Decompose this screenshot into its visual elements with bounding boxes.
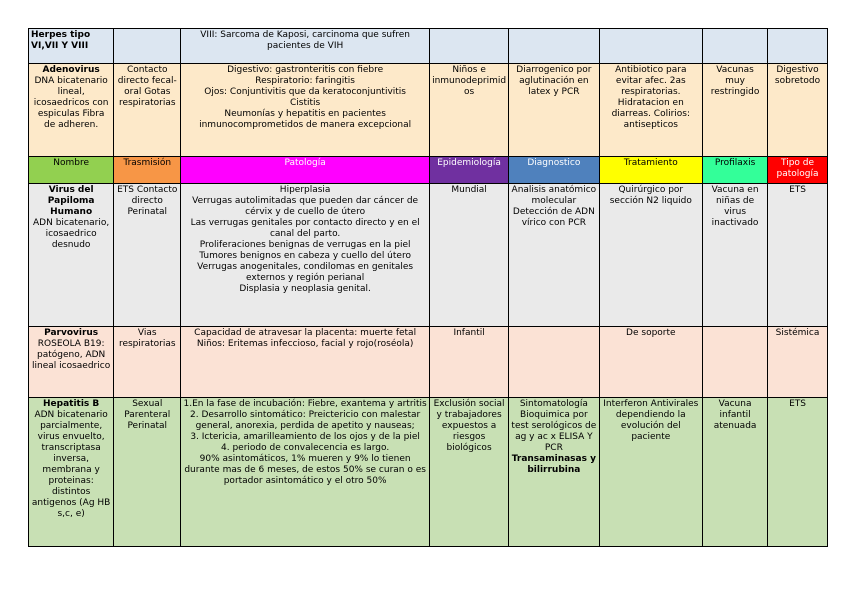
header-profilaxis: Profilaxis (703, 157, 768, 184)
parvo-pathology-line: Capacidad de atravesar la placenta: muerte fetal (194, 328, 417, 338)
cell-hepb-type (768, 398, 828, 547)
cell-vph-treatment (599, 184, 703, 327)
cell-vph-name (29, 184, 114, 327)
cell-adeno-type (768, 64, 828, 157)
cell-parvo-pathology (181, 327, 430, 398)
hepb-diagnosis: Sintomatología Bioquimica por test serológicos de ag y ac x ELISA Y PCR (511, 399, 597, 453)
row-adenovirus (29, 64, 828, 157)
cell-vph-pathology (181, 184, 430, 327)
header-transmision: Trasmisión (114, 157, 181, 184)
hepb-pathology-line: 2. Desarrollo sintomático: Preictericio con malestar general, anorexia, perdida de apetito y nauseas; (190, 410, 421, 431)
vph-pathology-line: Hiperplasia (279, 185, 331, 195)
row-herpes (29, 29, 828, 64)
cell-adeno-name (29, 64, 114, 157)
adeno-type: Digestivo sobretodo (774, 65, 821, 86)
hepb-pathology-line: 4. periodo de convalecencia es largo. (221, 443, 390, 453)
cell-hepb-pathology (181, 398, 430, 547)
hepb-pathology-line: 90% asintomáticos, 1% mueren y 9% lo tienen durante mas de 6 meses, de estos 50% se curan o es portador asintomático y el otro 50% (184, 454, 426, 486)
cell-vph-prophylaxis (703, 184, 768, 327)
adeno-treatment: Antibiotico para evitar afec. 2as respiratorias. Hidratacion en diarreas. Colirios: antisepticos (611, 65, 691, 130)
cell-adeno-prophylaxis (703, 64, 768, 157)
parvo-desc: ROSEOLA B19: patógeno, ADN lineal icosaedrico (32, 339, 111, 371)
cell-hepb-prophylaxis (703, 398, 768, 547)
cell-adeno-treatment (599, 64, 703, 157)
cell-hepb-transmission (114, 398, 181, 547)
adeno-pathology-line: Ojos: Conjuntivitis que da keratoconjuntivitis (204, 87, 406, 97)
cell-hepb-treatment (599, 398, 703, 547)
vph-treatment: Quirúrgico por sección N2 liquido (609, 185, 692, 206)
adeno-name: Adenovirus (42, 65, 100, 75)
parvo-epidemiology: Infantil (453, 328, 485, 338)
vph-desc: ADN bicatenario, icosaedrico desnudo (33, 218, 110, 250)
header-nombre: Nombre (29, 157, 114, 184)
herpes-name: Herpes tipo VI,VII Y VIII (31, 30, 91, 51)
vph-prophylaxis: Vacuna en niñas de virus inactivado (711, 185, 759, 228)
cell-parvo-diagnosis (509, 327, 599, 398)
hepb-diagnosis-bold: Transaminasas y bilirrubina (511, 454, 596, 475)
row-vph (29, 184, 828, 327)
cell-adeno-pathology (181, 64, 430, 157)
adeno-diagnosis: Diarrogenico por aglutinación en latex y PCR (516, 65, 592, 97)
hepb-treatment: Interferon Antivirales dependiendo la evolución del paciente (603, 399, 699, 442)
hepb-name: Hepatitis B (42, 399, 100, 409)
cell-parvo-epidemiology (430, 327, 509, 398)
cell-herpes-diagnosis (509, 29, 599, 64)
vph-name: Virus del Papiloma Humano (47, 185, 95, 217)
parvo-name: Parvovirus (44, 328, 99, 338)
vph-pathology-line: Verrugas anogenitales, condilomas en genitales externos y región perianal (197, 262, 414, 283)
header-tipo-patologia: Tipo de patología (768, 157, 828, 184)
cell-parvo-prophylaxis (703, 327, 768, 398)
hepb-type: ETS (789, 399, 806, 409)
header-epidemiologia: Epidemiología (430, 157, 509, 184)
cell-herpes-type (768, 29, 828, 64)
hepb-desc: ADN bicatenario parcialmente, virus envuelto, transcriptasa inversa, membrana y proteinas: distintos antigenos (Ag HB s,c, e) (31, 410, 111, 519)
header-patologia: Patología (181, 157, 430, 184)
adeno-prophylaxis: Vacunas muy restringido (710, 65, 760, 97)
vph-pathology-line: Displasia y neoplasia genital. (239, 284, 371, 294)
vph-pathology-line: Tumores benignos en cabeza y cuello del útero (199, 251, 411, 261)
row-parvovirus (29, 327, 828, 398)
header-row (29, 157, 828, 184)
adeno-pathology-line: Cistitis (290, 98, 321, 108)
cell-herpes-epidemiology (430, 29, 509, 64)
vph-type: ETS (789, 185, 806, 195)
cell-hepb-diagnosis (509, 398, 599, 547)
herpes-pathology: VIII: Sarcoma de Kaposi, carcinoma que sufren pacientes de VIH (200, 30, 410, 51)
vph-diagnosis: Analisis anatómico molecular Detección de ADN vírico con PCR (511, 185, 597, 228)
header-tratamiento: Tratamiento (599, 157, 703, 184)
parvo-type: Sistémica (775, 328, 820, 338)
cell-vph-type (768, 184, 828, 327)
cell-vph-diagnosis (509, 184, 599, 327)
cell-parvo-type (768, 327, 828, 398)
hepb-pathology-line: 1.En la fase de incubación: Fiebre, exantema y artritis (183, 399, 427, 409)
adeno-epidemiology: Niños e inmunodeprimidos (432, 65, 507, 97)
cell-herpes-prophylaxis (703, 29, 768, 64)
vph-pathology-line: Verrugas autolimitadas que pueden dar cáncer de cérvix y de cuello de útero (192, 196, 419, 217)
hepb-transmission: Sexual Parenteral Perinatal (124, 399, 171, 431)
cell-vph-transmission (114, 184, 181, 327)
cell-herpes-treatment (599, 29, 703, 64)
cell-parvo-transmission (114, 327, 181, 398)
cell-herpes-transmission (114, 29, 181, 64)
vph-pathology-line: Las verrugas genitales por contacto directo y en el canal del parto. (190, 218, 420, 239)
vph-transmission: ETS Contacto directo Perinatal (117, 185, 178, 217)
cell-parvo-name (29, 327, 114, 398)
virus-table (28, 28, 828, 547)
adeno-pathology-line: Neumonías y hepatitis en pacientes inmunocomprometidos de manera excepcional (199, 109, 412, 130)
row-hepatitis-b (29, 398, 828, 547)
cell-parvo-treatment (599, 327, 703, 398)
hepb-pathology-line: 3. Ictericia, amarilleamiento de los ojos y de la piel (190, 432, 420, 442)
vph-epidemiology: Mundial (451, 185, 487, 195)
parvo-pathology-line: Niños: Eritemas infeccioso, facial y rojo(roséola) (196, 339, 414, 349)
cell-hepb-name (29, 398, 114, 547)
parvo-transmission: Vias respiratorias (118, 328, 176, 349)
adeno-desc: DNA bicatenario lineal, icosaedricos con espiculas Fibra de adheren. (33, 76, 109, 130)
adeno-transmission: Contacto directo fecal-oral Gotas respiratorias (117, 65, 177, 108)
cell-adeno-diagnosis (509, 64, 599, 157)
cell-herpes-name (29, 29, 114, 64)
cell-herpes-pathology (181, 29, 430, 64)
adeno-pathology-line: Digestivo: gastronteritis con fiebre (227, 65, 384, 75)
parvo-treatment: De soporte (626, 328, 676, 338)
hepb-prophylaxis: Vacuna infantil atenuada (713, 399, 757, 431)
adeno-pathology-line: Respiratorio: faringitis (255, 76, 355, 86)
virus-table-container (28, 28, 828, 547)
cell-adeno-transmission (114, 64, 181, 157)
cell-adeno-epidemiology (430, 64, 509, 157)
hepb-epidemiology: Exclusión social y trabajadores expuestos a riesgos biológicos (433, 399, 505, 453)
cell-hepb-epidemiology (430, 398, 509, 547)
cell-vph-epidemiology (430, 184, 509, 327)
vph-pathology-line: Proliferaciones benignas de verrugas en la piel (199, 240, 411, 250)
header-diagnostico: Diagnostico (509, 157, 599, 184)
